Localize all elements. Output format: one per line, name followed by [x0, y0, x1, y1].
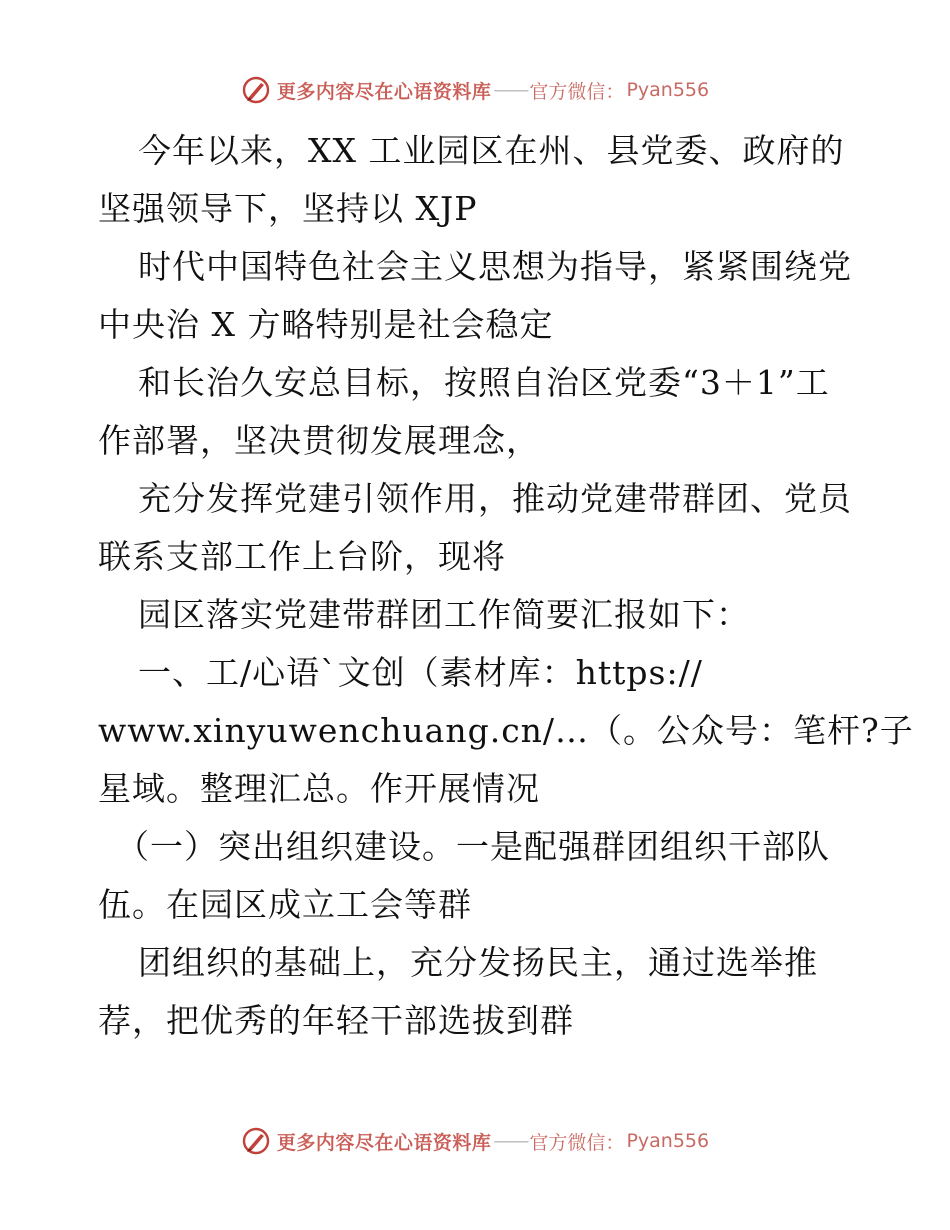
watermark-main-text: 更多内容尽在心语资料库	[276, 80, 492, 103]
body-line-4: 中央治 X 方略特别是社会稳定	[98, 305, 554, 344]
footer-watermark	[0, 1124, 950, 1158]
watermark-label: 官方微信：	[529, 1131, 625, 1154]
body-line-11: www.xinyuwenchuang.cn/…（。公众号：笔杆?子	[98, 711, 914, 750]
header-watermark	[0, 73, 950, 107]
quill-circle-logo-icon	[241, 75, 271, 105]
watermark-label: 官方微信：	[529, 80, 625, 103]
body-line-6: 作部署，坚决贯彻发展理念，	[98, 421, 540, 460]
watermark-wechat-id: Pyan556	[626, 1130, 710, 1152]
body-line-13: （一）突出组织建设。一是配强群团组织干部队	[116, 827, 830, 866]
body-line-12: 星域。整理汇总。作开展情况	[98, 769, 540, 808]
body-line-5: 和长治久安总目标，按照自治区党委“3＋1”工	[138, 363, 830, 402]
watermark-main-text: 更多内容尽在心语资料库	[276, 1131, 492, 1154]
quill-circle-logo-icon	[241, 1126, 271, 1156]
watermark-separator: ——	[493, 79, 528, 101]
watermark-separator: ——	[493, 1130, 528, 1152]
document-body	[98, 122, 914, 1050]
body-line-1: 今年以来，XX 工业园区在州、县党委、政府的	[138, 131, 845, 170]
body-line-8: 联系支部工作上台阶，现将	[98, 537, 506, 576]
body-line-16: 荐，把优秀的年轻干部选拔到群	[98, 1001, 574, 1040]
body-line-14: 伍。在园区成立工会等群	[98, 885, 472, 924]
watermark-wechat-id: Pyan556	[626, 79, 710, 101]
body-line-10: 一、工/心语`文创（素材库：https://	[138, 653, 703, 692]
body-line-15: 团组织的基础上，充分发扬民主，通过选举推	[138, 943, 818, 982]
body-line-7: 充分发挥党建引领作用，推动党建带群团、党员	[138, 479, 852, 518]
body-line-3: 时代中国特色社会主义思想为指导，紧紧围绕党	[138, 247, 852, 286]
body-line-2: 坚强领导下，坚持以 XJP	[98, 189, 478, 228]
body-line-9: 园区落实党建带群团工作简要汇报如下：	[138, 595, 750, 634]
